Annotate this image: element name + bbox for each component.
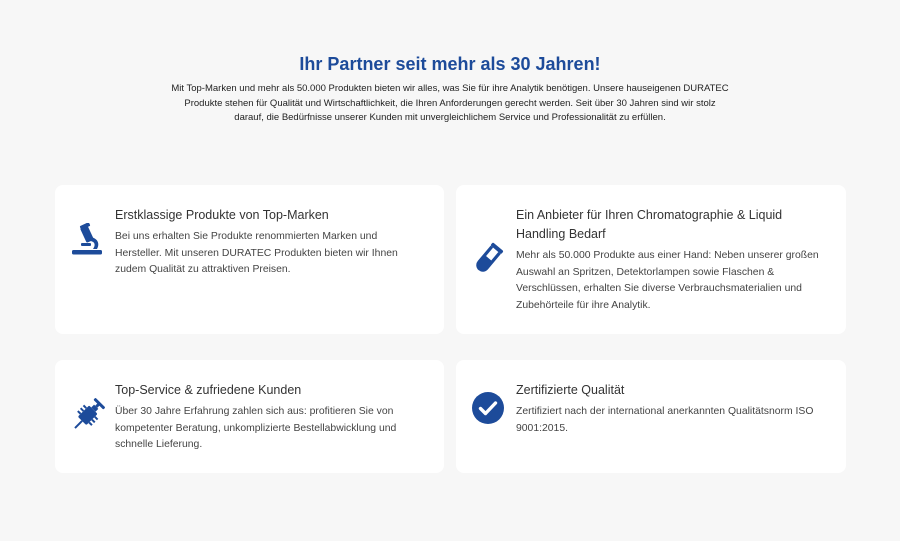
microscope-icon xyxy=(69,223,105,259)
card-body xyxy=(115,206,424,279)
intro-text: Mit Top-Marken und mehr als 50.000 Produkten bieten wir alles, was Sie für ihre Analytik benötigen. Unsere hauseigenen DURATEC Produkte stehen für Qualität und Wirtschaftlichkeit, die Ihren Anforderungen gerecht werden. Seit über 30 Jahren sind wir stolz darauf, die Bedürfnisse unserer Kunden mit unvergleichlichem Service und Professionalität zu erfüllen. xyxy=(171,83,729,123)
card-text: Bei uns erhalten Sie Produkte renommierten Marken und Hersteller. Mit unseren DURATEC Produkten bieten wir Ihnen zudem Qualität zu attraktiven Preisen. xyxy=(115,231,398,275)
feature-card-certified xyxy=(456,360,846,473)
card-body xyxy=(516,381,826,437)
card-text: Über 30 Jahre Erfahrung zahlen sich aus: profitieren Sie von kompetenter Beratung, unkomplizierte Bestellabwicklung und schnelle Lieferung. xyxy=(115,406,397,450)
card-text: Mehr als 50.000 Produkte aus einer Hand: Neben unserer großen Auswahl an Spritzen, Detektorlampen sowie Flaschen & Verschlüssen, erhalten Sie diverse Verbrauchsmaterialien und Zubehörteile für ihre Analytik. xyxy=(516,250,819,311)
card-title: Top-Service & zufriedene Kunden xyxy=(115,383,302,397)
card-title: Ein Anbieter für Ihren Chromatographie & Liquid Handling Bedarf xyxy=(516,208,783,241)
card-title: Zertifizierte Qualität xyxy=(516,383,625,397)
card-body xyxy=(115,381,424,454)
test-tube-icon xyxy=(470,241,506,277)
feature-card-service xyxy=(55,360,444,473)
feature-card-chromatography xyxy=(456,185,846,334)
hero-section xyxy=(0,52,900,126)
check-circle-icon xyxy=(471,391,505,425)
feature-card-products xyxy=(55,185,444,334)
page-title: Ihr Partner seit mehr als 30 Jahren! xyxy=(299,54,601,74)
card-title: Erstklassige Produkte von Top-Marken xyxy=(115,208,329,222)
syringe-icon xyxy=(68,397,106,435)
card-body xyxy=(516,206,826,314)
card-text: Zertifiziert nach der international anerkannten Qualitätsnorm ISO 9001:2015. xyxy=(516,406,814,434)
